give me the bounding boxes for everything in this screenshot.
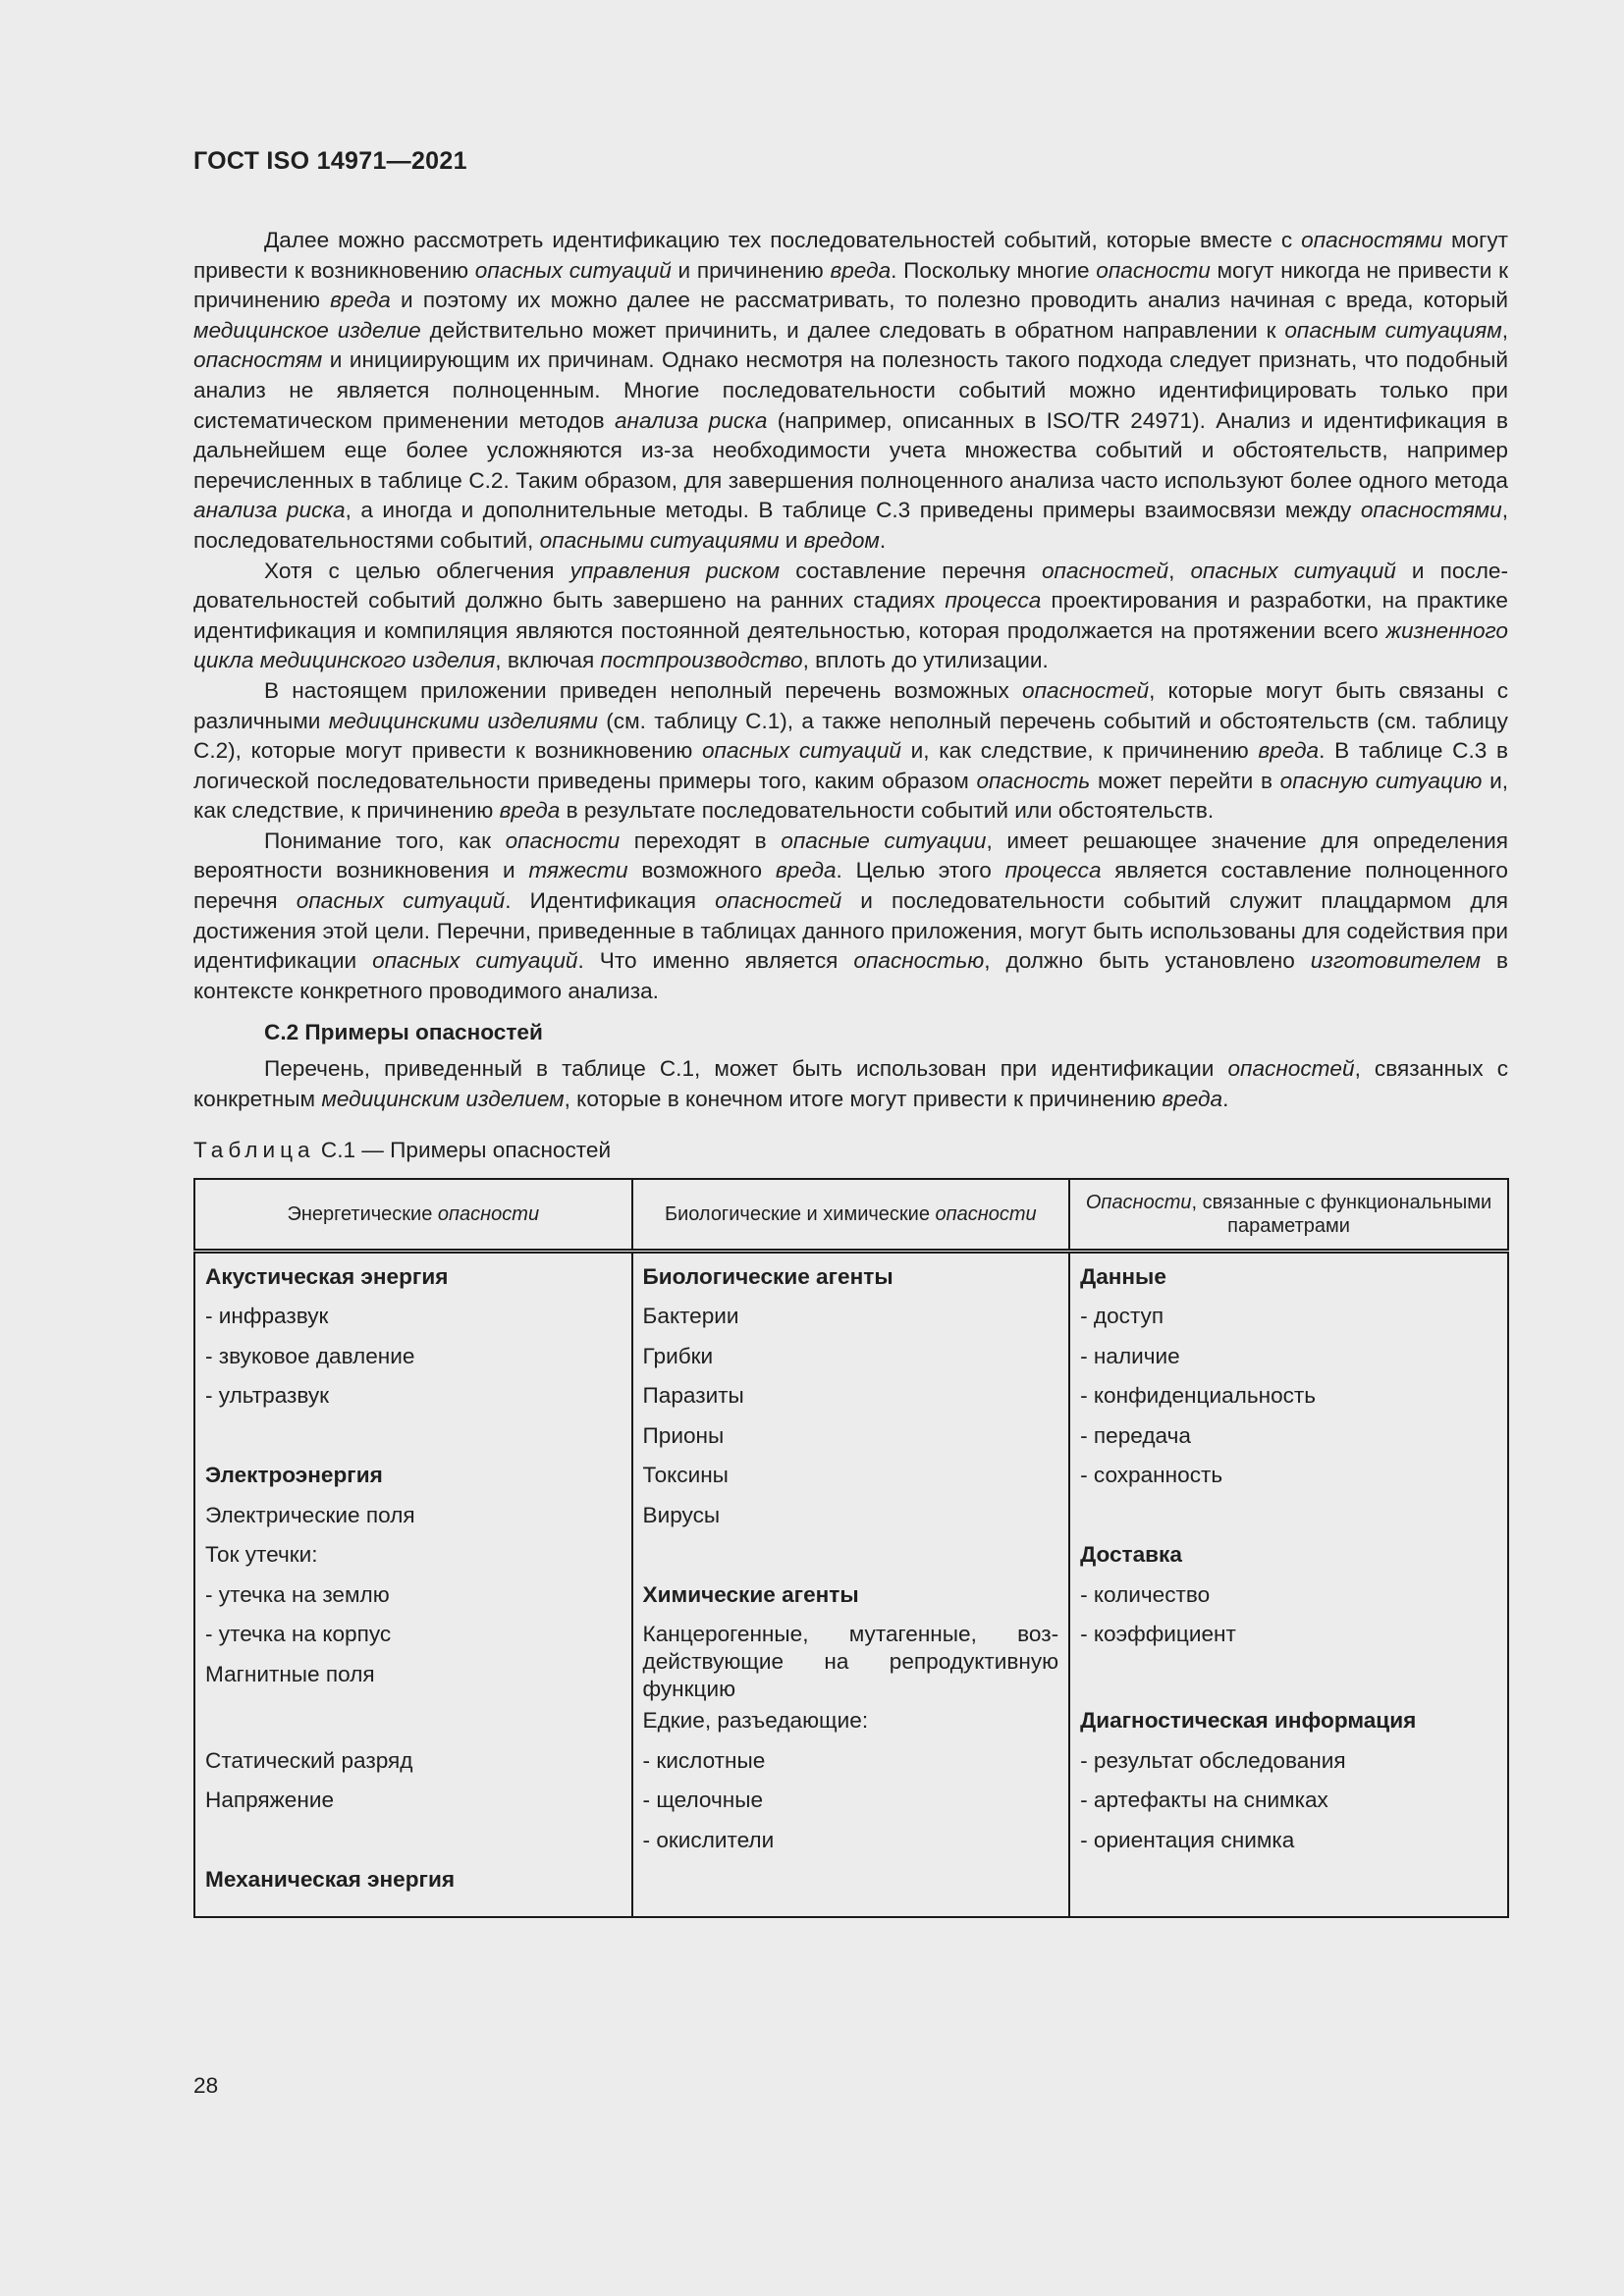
italic-term: опасности	[935, 1202, 1037, 1225]
document-body	[193, 226, 1508, 1918]
table-cell-item	[205, 1418, 622, 1459]
italic-term: медицинскими изделиями	[328, 708, 598, 733]
italic-term: вреда	[830, 257, 892, 283]
text-run: (см. таблицу С.1), а также неполный перечень событий и обстоятельств (см. таблицу С.2), которые могут привести к возникновению	[193, 708, 1508, 764]
text-run: и последовательностей событий должно быть завершено на ранних стадиях	[193, 558, 1508, 614]
text-run: . Идентификация	[505, 888, 716, 914]
italic-term: опасностей	[715, 888, 842, 914]
document-header: ГОСТ ISO 14971—2021	[193, 147, 467, 175]
table-cell-item: - инфразвук	[205, 1304, 329, 1329]
category-heading: Биологические агенты	[642, 1263, 893, 1289]
italic-term: опасных ситуаций	[1190, 558, 1396, 583]
table-column	[1069, 1251, 1508, 1917]
italic-term: вреда	[499, 798, 561, 824]
text-run: могут никогда не привести к причинению	[193, 257, 1509, 313]
hazards-table	[193, 1178, 1509, 1918]
table-cell-item: Канцерогенные, мутагенные, воздействующие на репродуктивную функцию	[642, 1622, 1059, 1702]
text-run: , имеет решающее значение для определения вероятности возникновения и	[193, 828, 1508, 883]
table-cell-item: - количество	[1080, 1581, 1211, 1607]
section-paragraph	[193, 1054, 1508, 1114]
italic-term: изготовителем	[1310, 948, 1481, 974]
table-cell-item: Едкие, разъедающие:	[642, 1708, 869, 1734]
italic-term: опасности	[437, 1202, 540, 1225]
text-run: Понимание того, как	[264, 828, 506, 853]
table-column	[632, 1251, 1070, 1917]
italic-term: анализа риска	[193, 498, 346, 523]
table-caption	[193, 1136, 1508, 1166]
table-cell-item: - сохранность	[1080, 1463, 1223, 1488]
text-run: является составление полноценного перечня	[193, 858, 1508, 914]
text-run: в результате последовательности событий или обстоятельств.	[560, 798, 1215, 824]
text-run: Перечень, приведенный в таблице С.1, может быть использован при идентификации	[264, 1056, 1228, 1082]
italic-term: управления риском	[569, 558, 781, 583]
text-run: (например, описанных в ISO/TR 24971). Анализ и идентификация в дальнейшем еще более усложняются из-за необходимости учета множества событий и обстоятельств, например перечисленных в таблице С.2. Таким образом, для завершения полноценного анализа часто используют более одного метода	[193, 407, 1508, 493]
table-cell-item: - конфиденциальность	[1080, 1383, 1317, 1409]
section-title: С.2 Примеры опасностей	[264, 1020, 543, 1045]
italic-term: опасных ситуаций	[296, 888, 506, 914]
table-cell-item	[205, 1823, 622, 1863]
italic-term: вреда	[1258, 738, 1320, 764]
text-run: . Целью этого	[836, 858, 1005, 883]
italic-term: медицинским изделием	[321, 1086, 565, 1111]
italic-term: опасности	[505, 828, 621, 853]
table-cell-item: - звуковое давление	[205, 1343, 415, 1368]
italic-term: опасные ситуации	[781, 828, 987, 853]
text-run: .	[879, 527, 887, 553]
table-cell-item: - кислотные	[642, 1747, 766, 1773]
text-run: Биологические и химические	[664, 1202, 936, 1225]
table-cell-item: - артефакты на снимках	[1080, 1788, 1328, 1813]
table-cell-item: Ток утечки:	[205, 1542, 318, 1568]
table-caption-text: С.1 — Примеры опасностей	[314, 1138, 612, 1163]
text-run: , вплоть до утилизации.	[802, 648, 1049, 673]
table-cell-item: Вирусы	[642, 1502, 721, 1527]
table-cell-item: Грибки	[642, 1343, 714, 1368]
italic-term: опасностей	[1022, 677, 1150, 703]
table-cell-item: - окислители	[642, 1827, 775, 1852]
paragraph	[193, 557, 1508, 676]
table-cell-item: Паразиты	[642, 1383, 744, 1409]
table-cell-item: Бактерии	[642, 1304, 739, 1329]
table-cell-item: - наличие	[1080, 1343, 1180, 1368]
table-cell-item: - коэффициент	[1080, 1622, 1236, 1647]
italic-term: анализа риска	[614, 407, 768, 433]
italic-term: опасностями	[1360, 498, 1502, 523]
text-run: и	[779, 527, 804, 553]
italic-term: вреда	[775, 858, 837, 883]
table-cell-item: - утечка на корпус	[205, 1622, 392, 1647]
text-run: , которые могут быть связаны с различными	[193, 677, 1508, 733]
table-cell-item: - передача	[1080, 1422, 1191, 1448]
text-run: может перейти в	[1090, 768, 1280, 793]
italic-term: процесса	[1004, 858, 1102, 883]
italic-term: опасностей	[1041, 558, 1169, 583]
paragraph	[193, 676, 1508, 827]
italic-term: опасными ситуациями	[539, 527, 780, 553]
table-cell-item	[1080, 1498, 1497, 1538]
category-heading: Акустическая энергия	[205, 1263, 449, 1289]
text-run: действительно может причинить, и далее следовать в обратном направлении к	[420, 317, 1285, 343]
text-run: , включая	[495, 648, 601, 673]
italic-term: опасным ситуациям	[1284, 317, 1502, 343]
table-cell-item: - результат обследования	[1080, 1747, 1346, 1773]
column-header	[632, 1179, 1070, 1252]
text-run: ,	[1501, 317, 1508, 343]
text-run: В настоящем приложении приведен неполный перечень возможных	[264, 677, 1022, 703]
table-cell-item: - щелочные	[642, 1788, 764, 1813]
table-body-row	[194, 1251, 1508, 1917]
text-run: в контексте конкретного проводимого анализа.	[193, 948, 1508, 1003]
text-run: проектирования и разработки, на практике идентификация и компиляция являются постоянной деятельностью, которая продолжается на протяжении всего	[193, 588, 1508, 643]
text-run: и, как следствие, к причинению	[900, 738, 1259, 764]
category-heading: Доставка	[1080, 1542, 1182, 1568]
page-number: 28	[193, 2073, 219, 2098]
category-heading: Химические агенты	[642, 1581, 859, 1607]
table-cell-item: - утечка на землю	[205, 1581, 390, 1607]
text-run: и причинению	[671, 257, 831, 283]
italic-term: опасных ситуаций	[372, 948, 578, 974]
table-cell-item: - ультразвук	[205, 1383, 330, 1409]
category-heading: Данные	[1080, 1263, 1166, 1289]
text-run: и последовательности событий служит плацдармом для достижения этой цели. Перечни, приведенные в таблицах данного приложения, могут быть использованы для содействия при идентификации	[193, 888, 1508, 974]
table-cell-item	[643, 1537, 1059, 1577]
text-run: возможного	[627, 858, 776, 883]
text-run: ,	[1168, 558, 1191, 583]
text-run: составление перечня	[780, 558, 1042, 583]
text-run: , связанных с конкретным	[193, 1056, 1509, 1111]
text-run: Далее можно рассмотреть идентификацию тех последовательностей событий, которые вместе с	[264, 228, 1302, 252]
text-run: , связанные с функциональными параметрами	[1191, 1191, 1492, 1237]
column-header	[194, 1179, 632, 1252]
text-run: . Поскольку многие	[891, 257, 1097, 283]
italic-term: вреда	[330, 288, 391, 313]
column-header	[1069, 1179, 1508, 1252]
italic-term: опасных ситуаций	[701, 738, 901, 764]
text-run: Энергетические	[287, 1202, 438, 1225]
text-run: , а иногда и дополнительные методы. В таблице С.3 приведены примеры взаимосвязи между	[345, 498, 1361, 523]
table-column	[194, 1251, 632, 1917]
italic-term: вреда	[1162, 1086, 1223, 1111]
table-header-row	[194, 1179, 1508, 1252]
text-run: переходят в	[620, 828, 782, 853]
italic-term: опасных ситуаций	[474, 257, 672, 283]
italic-term: опасностям	[193, 347, 323, 373]
text-run: , последовательностями событий,	[193, 498, 1508, 553]
italic-term: Опасности	[1085, 1191, 1192, 1213]
table-cell-item: - доступ	[1080, 1304, 1164, 1329]
italic-term: вредом	[803, 527, 880, 553]
italic-term: опасностей	[1227, 1056, 1355, 1082]
text-run: , должно быть установлено	[984, 948, 1311, 974]
text-run: .	[1222, 1086, 1229, 1111]
italic-term: тяжести	[528, 858, 628, 883]
category-heading: Электроэнергия	[205, 1463, 383, 1488]
paragraph	[193, 226, 1508, 557]
italic-term: жизненного цикла медицинского изделия	[193, 617, 1508, 673]
table-cell-item: Магнитные поля	[205, 1661, 375, 1686]
table-cell-item: Прионы	[642, 1422, 725, 1448]
table-caption-label: Таблица	[193, 1138, 315, 1163]
intro-paragraphs	[193, 226, 1508, 1006]
category-heading: Механическая энергия	[205, 1867, 456, 1893]
italic-term: процесса	[945, 588, 1042, 614]
text-run: могут привести к возникновению	[193, 228, 1508, 283]
italic-term: опасную ситуацию	[1279, 768, 1483, 793]
table-cell-item: Напряжение	[205, 1788, 335, 1813]
italic-term: опасностями	[1301, 228, 1443, 252]
table-cell-item: Токсины	[642, 1463, 729, 1488]
text-run: . В таблице С.3 в логической последовательности приведены примеры того, каким образом	[193, 738, 1508, 793]
italic-term: опасностью	[853, 948, 985, 974]
table-cell-item: - ориентация снимка	[1080, 1827, 1295, 1852]
text-run: и, как следствие, к причинению	[193, 768, 1508, 824]
italic-term: постпроизводство	[600, 648, 803, 673]
italic-term: опасности	[1096, 257, 1211, 283]
text-run: . Что именно является	[577, 948, 854, 974]
italic-term: опасность	[976, 768, 1091, 793]
italic-term: медицинское изделие	[193, 317, 421, 343]
table-cell-item: Статический разряд	[205, 1747, 413, 1773]
table-cell-item: Электрические поля	[205, 1502, 415, 1527]
text-run: и поэтому их можно далее не рассматривать, то полезно проводить анализ начиная с вреда, который	[390, 288, 1508, 313]
text-run: и инициирующим их причинам. Однако несмотря на полезность такого подхода следует признать, что подобный анализ не является полноценным. Многие последовательности событий можно идентифицировать только при систематическом применении методов	[193, 347, 1508, 433]
category-heading: Диагностическая информация	[1080, 1708, 1417, 1734]
text-run: Хотя с целью облегчения	[264, 558, 570, 583]
paragraph	[193, 827, 1508, 1007]
text-run: , которые в конечном итоге могут привести к причинению	[564, 1086, 1163, 1111]
